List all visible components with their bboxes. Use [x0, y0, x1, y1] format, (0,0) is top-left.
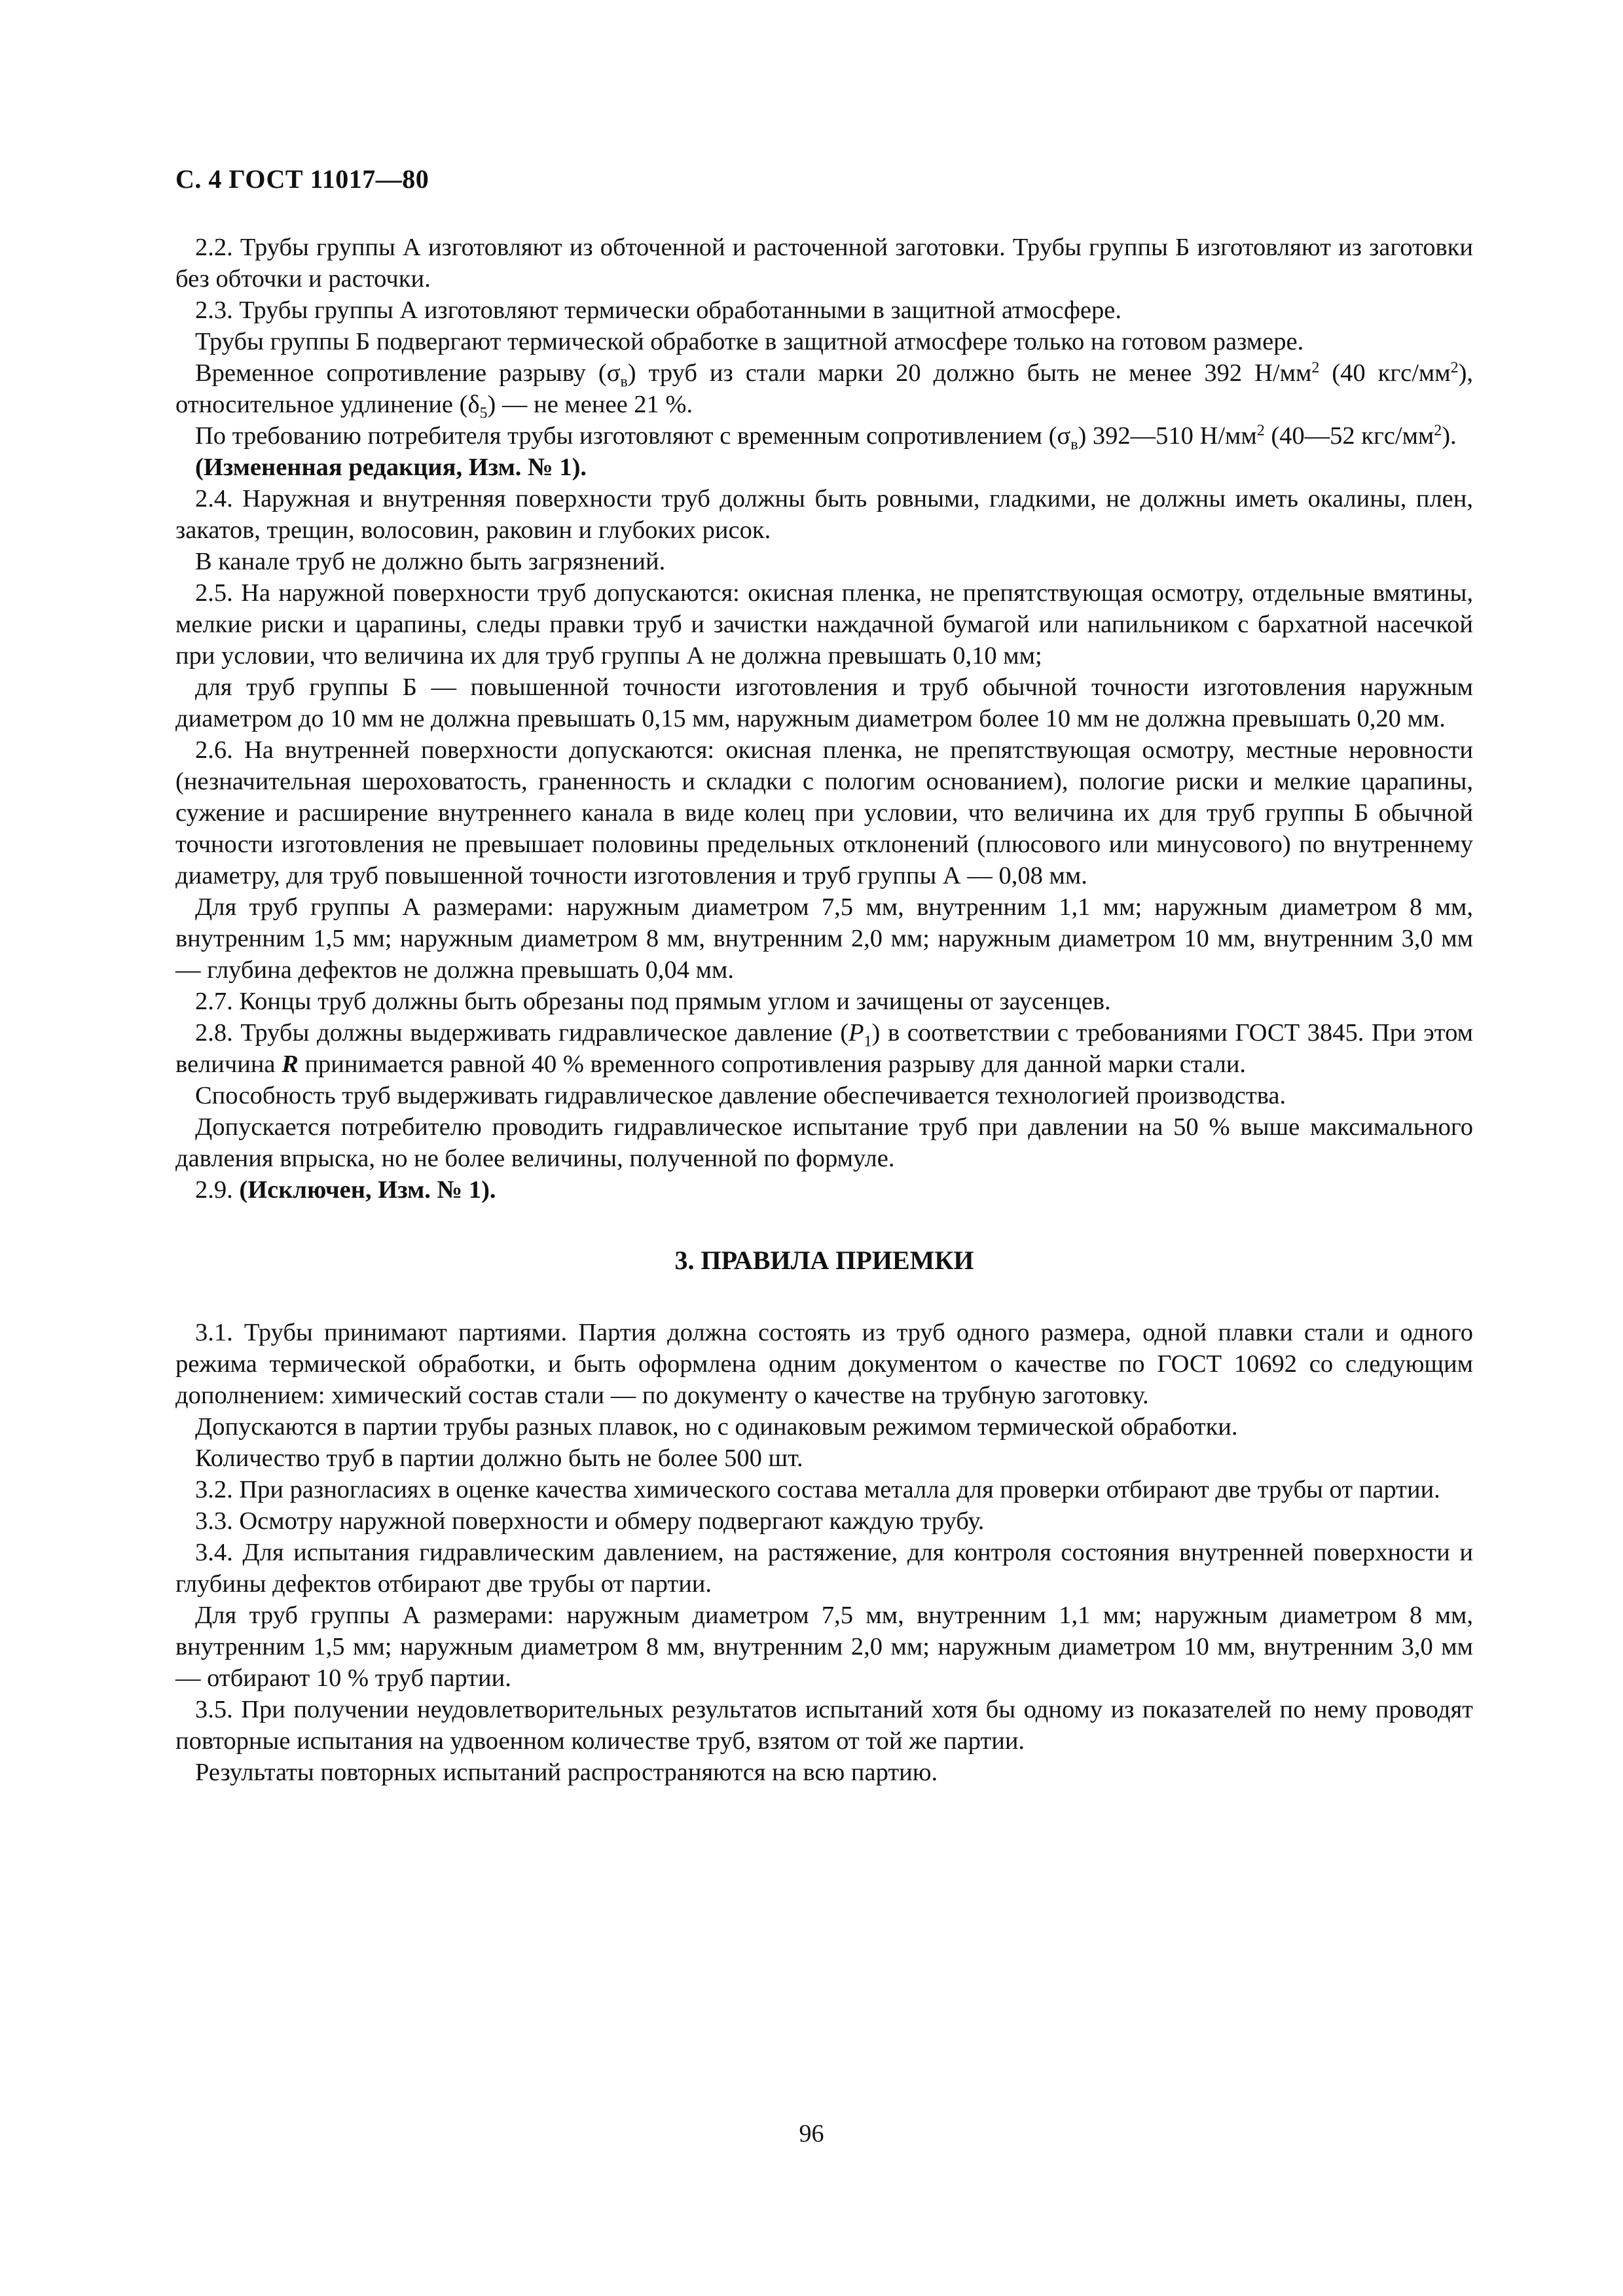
clause-2-4: 2.4. Наружная и внутренняя поверхности труб должны быть ровными, гладкими, не должны иметь окалины, плен, закатов, трещин, волосовин, раковин и глубоких рисок. [175, 485, 1473, 544]
clause-2-8-consumer-test: Допускается потребителю проводить гидравлическое испытание труб при давлении на 50 % выше максимального давления впрыска, но не более величины, полученной по формуле. [175, 1113, 1473, 1172]
text-fragment: ) — не менее 21 %. [487, 391, 693, 418]
clause-3-2: 3.2. При разногласиях в оценке качества химического состава металла для проверки отбирают две трубы от партии. [195, 1476, 1440, 1503]
clause-2-3-group-b: Трубы группы Б подвергают термической обработке в защитной атмосфере только на готовом размере. [195, 328, 1304, 355]
superscript: 2 [1450, 359, 1459, 376]
subscript: в [1070, 436, 1078, 454]
subscript: в [620, 373, 628, 391]
clause-3-1-heats: Допускаются в партии трубы разных плавок, но с одинаковым режимом термической обработки. [195, 1413, 1238, 1441]
clause-2-6-group-a: Для труб группы А размерами: наружным диаметром 7,5 мм, внутренним 1,1 мм; наружным диаметром 8 мм, внутренним 1,5 мм; наружным диаметром 8 мм, внутренним 2,0 мм; наружным диаметром 10 мм, внутренним 3,0 мм — глубина дефектов не должна превышать 0,04 мм. [175, 893, 1473, 984]
variable-r: R [282, 1050, 299, 1078]
text-fragment: (40 кгс/мм [1319, 359, 1451, 387]
superscript: 2 [1256, 422, 1265, 439]
clause-2-4-channel: В канале труб не должно быть загрязнений. [195, 548, 666, 575]
clause-2-7: 2.7. Концы труб должны быть обрезаны под прямым углом и зачищены от заусенцев. [195, 988, 1111, 1015]
text-fragment: 2.8. Трубы должны выдерживать гидравлическое давление ( [195, 1019, 849, 1047]
clause-2-3: 2.3. Трубы группы А изготовляют термически обработанными в защитной атмосфере. [195, 296, 1122, 324]
text-fragment: ) труб из стали марки 20 должно быть не менее 392 Н/мм [627, 359, 1312, 387]
clause-tensile-strength [175, 357, 1473, 420]
clause-3-1: 3.1. Трубы принимают партиями. Партия должна состоять из труб одного размера, одной плавки стали и одного режима термической обработки, и быть оформлена одним документом о качестве по ГОСТ 10692 со следующим дополнением: химический состав стали — по документу о качестве на трубную заготовку. [175, 1319, 1473, 1409]
clause-2-6: 2.6. На внутренней поверхности допускаются: окисная пленка, не препятствующая осмотру, местные неровности (незначительная шероховатость, граненность и складки с пологим основанием), пологие риски и мелкие царапины, сужение и расширение внутреннего канала в виде колец при условии, что величина их для труб группы Б обычной точности изготовления не превышает половины предельных отклонений (плюсового или минусового) по внутреннему диаметру, для труб повышенной точности изготовления и труб группы А — 0,08 мм. [175, 736, 1473, 889]
text-fragment: ). [1442, 422, 1457, 450]
subscript: 1 [864, 1033, 872, 1050]
text-fragment: (40—52 кгс/мм [1264, 422, 1434, 450]
amendment-note [175, 452, 1473, 483]
superscript: 2 [1311, 359, 1320, 376]
document-page [175, 164, 1473, 1788]
clause-consumer-request [175, 420, 1473, 452]
clause-3-5-result: Результаты повторных испытаний распространяются на всю партию. [195, 1759, 938, 1786]
clause-2-8-ability: Способность труб выдерживать гидравлическое давление обеспечивается технологией производства. [195, 1082, 1286, 1109]
clause-3-4-group-a: Для труб группы А размерами: наружным диаметром 7,5 мм, внутренним 1,1 мм; наружным диаметром 8 мм, внутренним 1,5 мм; наружным диаметром 8 мм, внутренним 2,0 мм; наружным диаметром 10 мм, внутренним 3,0 мм — отбирают 10 % труб партии. [175, 1602, 1473, 1692]
text-fragment: ), относительное удлинение (δ [175, 359, 1474, 418]
clause-2-8 [175, 1017, 1473, 1080]
amendment-text: (Измененная редакция, Изм. № 1). [195, 454, 587, 481]
clause-3-4: 3.4. Для испытания гидравлическим давлением, на растяжение, для контроля состояния внутренней поверхности и глубины дефектов отбирают две трубы от партии. [175, 1539, 1473, 1598]
clause-3-3: 3.3. Осмотру наружной поверхности и обмеру подвергают каждую трубу. [195, 1507, 985, 1535]
clause-2-5-group-b: для труб группы Б — повышенной точности изготовления и труб обычной точности изготовления наружным диаметром до 10 мм не должна превышать 0,15 мм, наружным диаметром более 10 мм не должна превышать 0,20 мм. [175, 673, 1473, 732]
text-fragment: По требованию потребителя трубы изготовляют с временным сопротивлением (σ [195, 422, 1071, 450]
clause-number: 2.9. [195, 1176, 240, 1204]
text-fragment: ) в соответствии с требованиями ГОСТ 3845. При этом величина [175, 1019, 1474, 1078]
clause-3-5: 3.5. При получении неудовлетворительных результатов испытаний хотя бы одному из показателей по нему проводят повторные испытания на удвоенном количестве труб, взятом от той же партии. [175, 1696, 1473, 1755]
text-fragment: ) 392—510 Н/мм [1078, 422, 1257, 450]
clause-2-9 [175, 1174, 1473, 1206]
text-fragment: принимается равной 40 % временного сопротивления разрыву для данной марки стали. [298, 1050, 1247, 1078]
text-fragment: Временное сопротивление разрыву (σ [195, 359, 621, 387]
superscript: 2 [1434, 422, 1442, 439]
variable-p: P [848, 1019, 864, 1047]
clause-3-1-quantity: Количество труб в партии должно быть не более 500 шт. [195, 1444, 803, 1472]
section-3-title: 3. ПРАВИЛА ПРИЕМКИ [674, 1246, 974, 1275]
page-header: С. 4 ГОСТ 11017—80 [175, 164, 429, 194]
page-number: 96 [799, 2120, 824, 2147]
clause-2-2: 2.2. Трубы группы А изготовляют из обточенной и расточенной заготовки. Трубы группы Б изготовляют из заготовки без обточки и расточки. [175, 234, 1473, 293]
excluded-note: (Исключен, Изм. № 1). [239, 1176, 496, 1204]
subscript: 5 [479, 404, 488, 422]
clause-2-5: 2.5. На наружной поверхности труб допускаются: окисная пленка, не препятствующая осмотру, отдельные вмятины, мелкие риски и царапины, следы правки труб и зачистки наждачной бумагой или напильником с бархатной насечкой при условии, что величина их для труб группы А не должна превышать 0,10 мм; [175, 579, 1473, 670]
